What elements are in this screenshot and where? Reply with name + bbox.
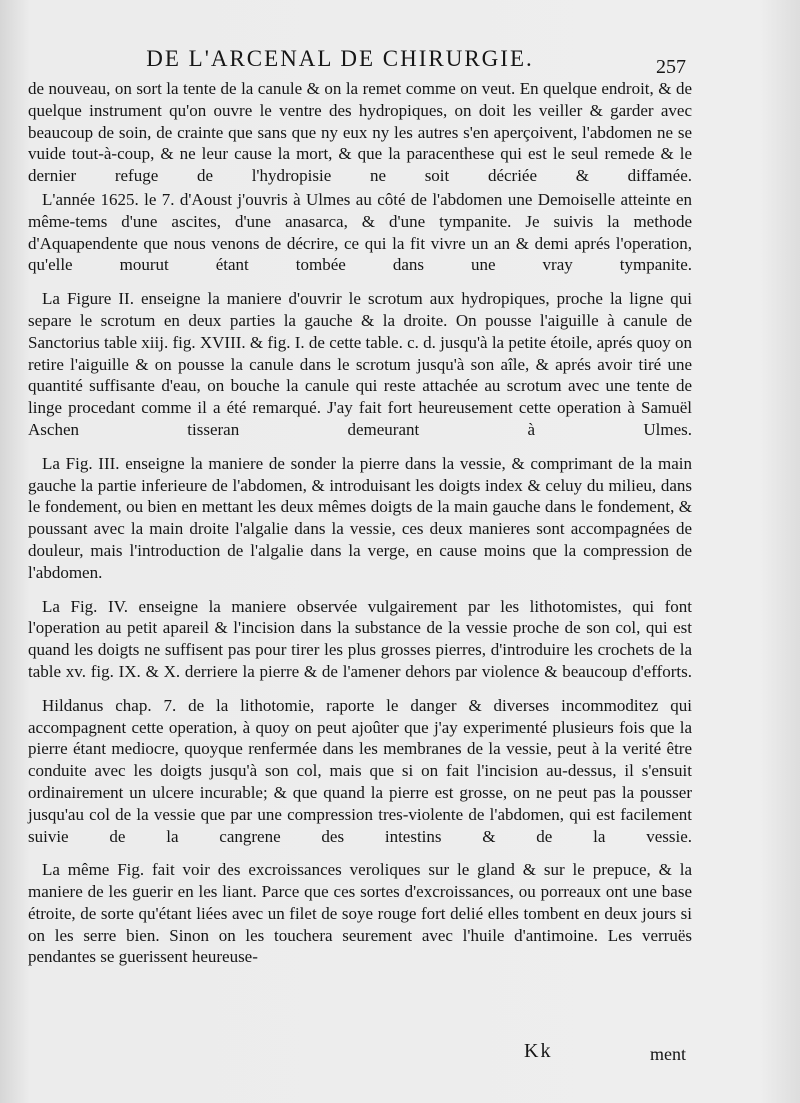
paragraph-figure-iii: La Fig. III. enseigne la maniere de sonder la pierre dans la vessie, & comprimant de la main gauche la partie inferieure de l'abdomen, & introduisant les doigts index & celuy du milieu, dans le fondement, ou bien en mettant les deux mêmes doigts de la main gauche dans le fondement, & poussant avec la main droite l'algalie dans la vessie, ces deux manieres sont accompagnées de douleur, mais l'introduction de l'algalie dans la verge, en cause moins que la compression de l'abdomen.: [28, 453, 692, 582]
page-body: [28, 78, 692, 980]
signature-mark: Kk: [524, 1040, 553, 1062]
paragraph-same-figure: La même Fig. fait voir des excroissances veroliques sur le gland & sur le prepuce, & la maniere de les guerir en les liant. Parce que ces sortes d'excroissances, ou porreaux ont une base étroite, de sorte qu'étant liées avec un filet de soye rouge fort delié elles tombent en deux jours si on les serre bien. Sinon on les touchera seurement avec l'huile d'antimoine. Les verruës pendantes se guerissent heureuse-: [28, 860, 692, 967]
paragraph-continuation: de nouveau, on sort la tente de la canule & on la remet comme on veut. En quelque endroit, & de quelque instrument qu'on ouvre le ventre des hydropiques, on doit les veiller & garder avec beaucoup de soin, de crainte que sans que ny eux ny les autres s'en aperçoivent, l'abdomen ne se vuide tout-à-coup, & ne leur cause la mort, & que la paracenthese qui est le seul remede & le dernier refuge de l'hydropisie ne soit décriée & diffamée.: [28, 79, 692, 186]
running-head: DE L'ARCENAL DE CHIRURGIE.: [146, 46, 534, 71]
paragraph-figure-iv: La Fig. IV. enseigne la maniere observée vulgairement par les lithotomistes, qui font l'operation au petit apareil & l'incision dans la substance de la vessie proche de son col, qui est quand les doigts ne suffisent pas pour tirer les plus grosses pierres, d'introduire les crochets de la table xv. fig. IX. & X. derriere la pierre & de l'amener dehors par violence & beaucoup d'efforts.: [28, 596, 692, 681]
page-number: 257: [656, 56, 686, 78]
paragraph-ulmes-case: L'année 1625. le 7. d'Aoust j'ouvris à Ulmes au côté de l'abdomen une Demoiselle atteinte en même-tems d'une ascites, d'une anasarca, & d'une tympanite. Je suivis la methode d'Aquapendente que nous venons de décrire, ce qui la fit vivre un an & demi aprés l'operation, qu'elle mourut étant tombée dans une vray tympanite.: [28, 189, 692, 275]
catchword: ment: [650, 1044, 686, 1064]
paragraph-hildanus: Hildanus chap. 7. de la lithotomie, raporte le danger & diverses incommoditez qui accompagnent cette operation, à quoy on peut ajoûter que j'ay experimenté plusieurs fois que la pierre étant mediocre, quoyque renfermée dans les membranes de la vessie, peut à la verité être conduite avec les doigts jusqu'à son col, mais que si on fait l'incision au-dessus, il s'ensuit ordinairement un ulcere incurable; & que quand la pierre est grosse, on ne peut pas la pousser jusqu'au col de la vessie que par une compression tres-violente de l'abdomen, qui est facilement suivie de la cangrene des intestins & de la vessie.: [28, 695, 692, 846]
paragraph-figure-ii: La Figure II. enseigne la maniere d'ouvrir le scrotum aux hydropiques, proche la ligne qui separe le scrotum en deux parties la gauche & la droite. On pousse l'aiguille à canule de Sanctorius table xiij. fig. XVIII. & fig. I. de cette table. c. d. jusqu'à la petite étoile, aprés quoy on retire l'aiguille & on pousse la canule dans le scrotum jusqu'à son aîle, & aprés avoir tiré une quantité suffisante d'eau, on bouche la canule qui reste attachée au scrotum avec une tente de linge procedant comme il a été remarqué. J'ay fait fort heureusement cette operation à Samuël Aschen tisseran demeurant à Ulmes.: [28, 289, 692, 439]
